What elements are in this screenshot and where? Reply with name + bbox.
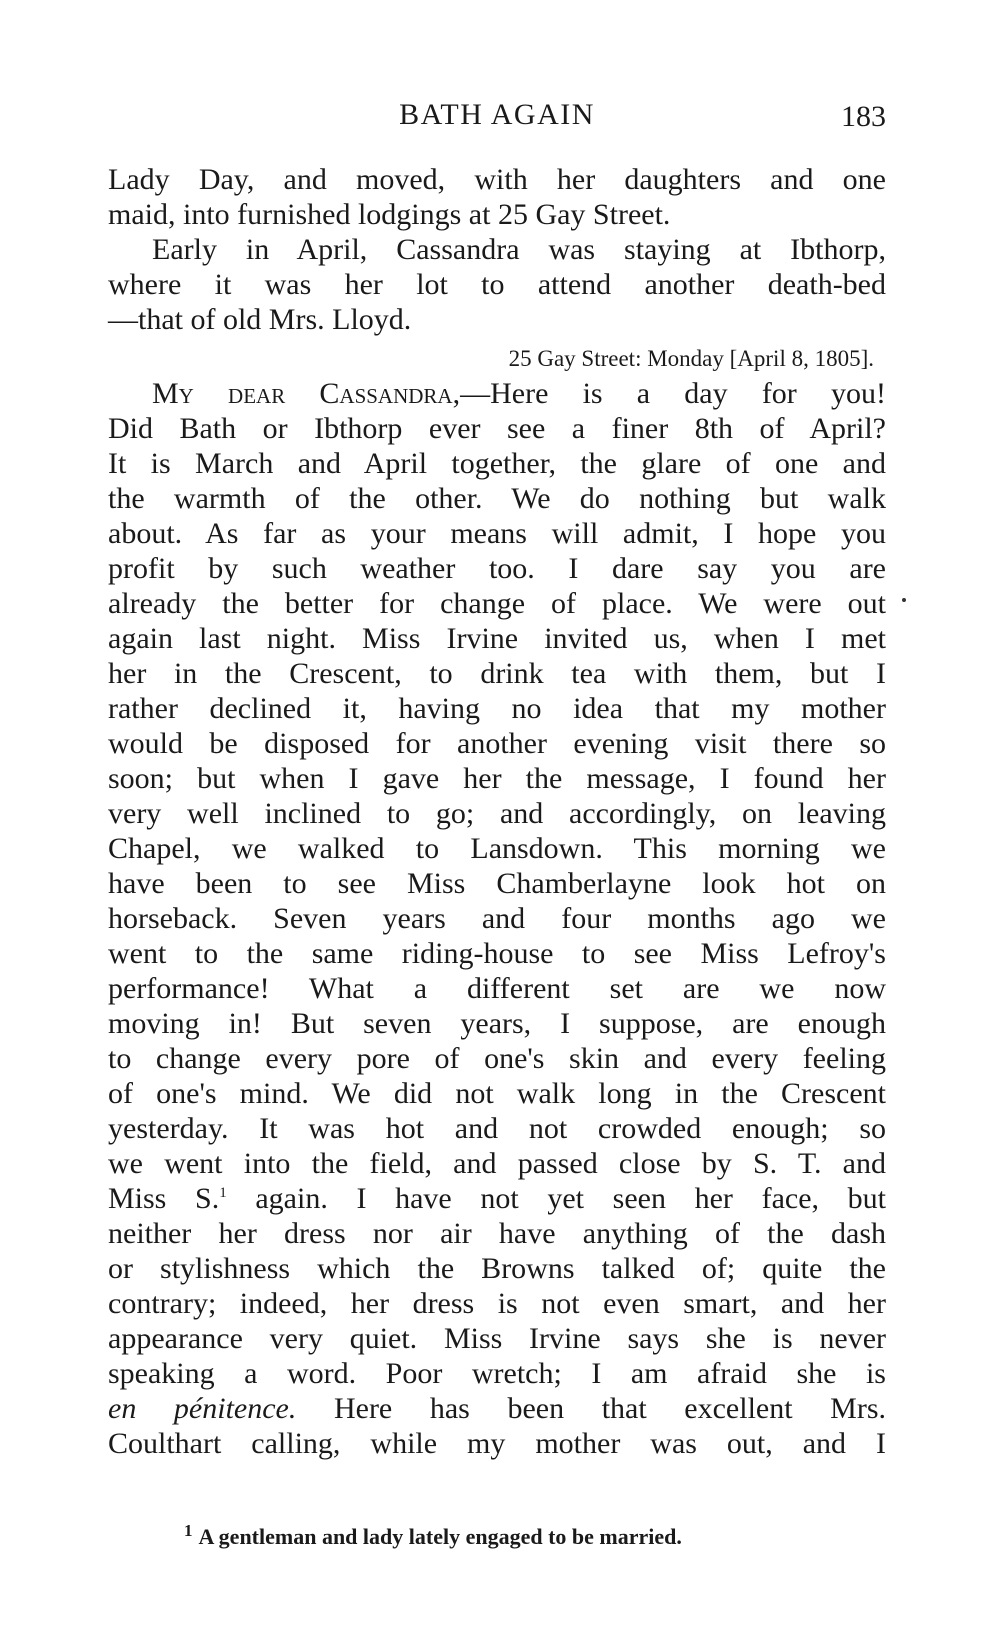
letter-line: soon; but when I gave her the message, I found her xyxy=(108,762,886,795)
letter-opening-text: —Here is a day for you! xyxy=(460,377,886,410)
letter-line: Chapel, we walked to Lansdown. This morning we xyxy=(108,832,886,865)
letter-line: Did Bath or Ibthorp ever see a finer 8th of April? xyxy=(108,412,886,445)
miss-s-text: Miss S. xyxy=(108,1182,220,1215)
letter-line: went to the same riding-house to see Miss Lefroy's xyxy=(108,937,886,970)
footnote-text: A gentleman and lady lately engaged to be married. xyxy=(198,1524,682,1549)
letter-line: It is March and April together, the glare of one and xyxy=(108,447,886,480)
intro-line: —that of old Mrs. Lloyd. xyxy=(108,303,412,336)
letter-line: moving in! But seven years, I suppose, are enough xyxy=(108,1007,886,1040)
letter-line-italic xyxy=(108,1391,886,1426)
intro-line: where it was her lot to attend another death-bed xyxy=(108,268,886,301)
letter-line: appearance very quiet. Miss Irvine says she is never xyxy=(108,1322,886,1355)
intro-line: Lady Day, and moved, with her daughters and one xyxy=(108,163,886,196)
letter-line-with-footnote xyxy=(108,1181,886,1216)
letter-line: Coulthart calling, while my mother was out, and I xyxy=(108,1427,886,1460)
letter-dateline: 25 Gay Street: Monday [April 8, 1805]. xyxy=(508,346,874,371)
letter-line: performance! What a different set are we now xyxy=(108,972,886,1005)
letter-line: speaking a word. Poor wretch; I am afraid she is xyxy=(108,1357,886,1390)
letter-line: or stylishness which the Browns talked of; quite the xyxy=(108,1252,886,1285)
letter-line: have been to see Miss Chamberlayne look hot on xyxy=(108,867,886,900)
miss-s-rest: again. I have not yet seen her face, but xyxy=(226,1182,886,1215)
letter-line: about. As far as your means will admit, I hope you xyxy=(108,517,886,550)
italic-phrase: en pénitence. xyxy=(108,1392,297,1425)
letter-opening-line xyxy=(108,376,886,411)
italic-line-rest: Here has been that excellent Mrs. xyxy=(296,1392,887,1425)
footnote-reference: 1 xyxy=(219,1185,227,1201)
page-header xyxy=(108,98,886,138)
letter-line: to change every pore of one's skin and every feeling xyxy=(108,1042,886,1075)
letter-line: yesterday. It was hot and not crowded enough; so xyxy=(108,1112,886,1145)
letter-line: again last night. Miss Irvine invited us, when I met xyxy=(108,622,886,655)
letter-line: contrary; indeed, her dress is not even smart, and her xyxy=(108,1287,886,1320)
running-title: BATH AGAIN xyxy=(399,98,595,131)
letter-line: would be disposed for another evening visit there so xyxy=(108,727,886,760)
letter-line: of one's mind. We did not walk long in the Crescent xyxy=(108,1077,886,1110)
intro-line: maid, into furnished lodgings at 25 Gay Street. xyxy=(108,198,671,231)
letter-line: her in the Crescent, to drink tea with them, but I xyxy=(108,657,886,690)
letter-line: horseback. Seven years and four months ago we xyxy=(108,902,886,935)
body-text xyxy=(108,162,886,1461)
letter-line: we went into the field, and passed close by S. T. and xyxy=(108,1147,886,1180)
letter-line: already the better for change of place. We were out xyxy=(108,587,886,620)
page-number: 183 xyxy=(841,100,886,133)
letter-salutation: My dear Cassandra, xyxy=(152,377,461,410)
letter-line: very well inclined to go; and accordingly, on leaving xyxy=(108,797,886,830)
footnote-mark: 1 xyxy=(184,1520,193,1540)
footnote xyxy=(184,1520,682,1550)
letter-line: rather declined it, having no idea that my mother xyxy=(108,692,886,725)
letter-line: the warmth of the other. We do nothing but walk xyxy=(108,482,886,515)
letter-line: profit by such weather too. I dare say you are xyxy=(108,552,886,585)
letter-line: neither her dress nor air have anything of the dash xyxy=(108,1217,886,1250)
margin-mark xyxy=(902,598,906,602)
intro-line: Early in April, Cassandra was staying at Ibthorp, xyxy=(152,233,886,266)
